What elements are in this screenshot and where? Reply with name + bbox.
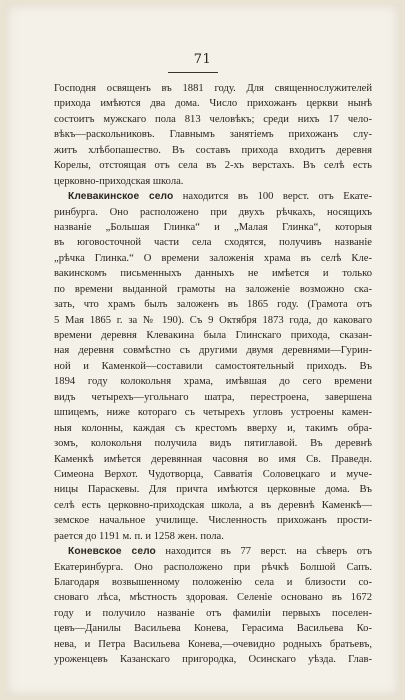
text-line <box>54 405 372 420</box>
line-text: рается до 1191 м. п. и 1258 жен. пола. <box>54 530 224 542</box>
line-text: въ юговосточной части села сходятся, получивъ названіе <box>54 237 372 249</box>
line-text: вѣкъ—раскольниковъ. Главнымъ занятіемъ прихожанъ слу- <box>54 129 372 141</box>
text-line <box>54 590 372 605</box>
line-text: названіе „Большая Глинка“ и „Малая Глинка“, которыя <box>54 221 372 233</box>
line-text: прихода имѣются два дома. Число прихожанъ церкви нынѣ <box>54 98 372 110</box>
text-line <box>54 421 372 436</box>
line-text: состоитъ мужскаго пола 813 человѣкъ; среди нихъ 17 чело- <box>54 113 372 125</box>
line-text: вакинскомъ письменныхъ данныхъ не имѣется и только <box>54 268 372 280</box>
line-text: 1894 году колокольня храма, имѣвшая до сего времени <box>54 376 372 388</box>
text-line <box>54 637 372 652</box>
text-line <box>54 498 372 513</box>
text-line <box>54 313 372 328</box>
line-text: по времени выданной грамоты на заложеніе возможно ска- <box>54 283 372 295</box>
text-line <box>54 158 372 173</box>
text-line <box>54 575 372 590</box>
line-text: ринбурга. Оно расположено при двухъ рѣчкахъ, носящихъ <box>54 206 372 218</box>
line-text: житъ хлѣбопашество. Въ составъ прихода входитъ деревня <box>54 144 372 156</box>
text-line <box>54 652 372 667</box>
text-line <box>54 482 372 497</box>
text-line <box>54 359 372 374</box>
text-line <box>54 282 372 297</box>
text-line <box>54 452 372 467</box>
text-line <box>54 529 372 544</box>
text-line <box>54 297 372 312</box>
line-text: уроженцевъ Казанскаго пригородка, Осинскаго уѣзда. Глав- <box>54 654 372 666</box>
line-text: Каменкѣ имѣется деревянная часовня во имя Св. Праведн. <box>54 453 372 465</box>
text-line <box>54 621 372 636</box>
line-text: зать, что храмъ былъ заложенъ въ 1865 году. (Грамота отъ <box>54 299 372 311</box>
text-line <box>54 513 372 528</box>
line-text: Господня освященъ въ 1881 году. Для священнослужителей <box>54 83 372 94</box>
line-text: Корелы, отстоящая отъ села въ 2-хъ верстахъ. Въ селѣ есть <box>54 160 372 172</box>
text-line <box>54 390 372 405</box>
line-text: Екатеринбурга. Оно расположено при рѣчкѣ Болшой Сапъ. <box>54 561 372 573</box>
line-text: шпицемъ, ниже котораго съ четырехъ угловъ устроены камен- <box>54 407 372 419</box>
text-line <box>54 220 372 235</box>
line-text: селѣ есть церковно-приходская школа, а въ деревнѣ Каменкѣ— <box>54 499 372 511</box>
line-text: ной и Каменкой—составили самостоятельный приходъ. Въ <box>54 360 372 372</box>
line-text: году и получило названіе отъ фамиліи первыхъ поселен- <box>54 607 372 619</box>
section-heading: Клевакинское село <box>68 191 174 203</box>
text-line <box>54 235 372 250</box>
line-text: находится въ 100 верст. отъ Екате- <box>173 191 372 203</box>
line-text: цевъ—Данилы Васильева Конева, Герасима Васильева Ко- <box>54 623 372 635</box>
line-text: находится въ 77 верст. на сѣверъ отъ <box>155 546 372 558</box>
line-text: времени деревня Клевакина была Глинскаго прихода, сказан- <box>54 330 372 341</box>
line-text: Симеона Верхот. Чудотворца, Савватія Соловецкаго и муче- <box>54 468 372 480</box>
document-page <box>6 4 399 696</box>
text-line <box>54 374 372 389</box>
text-line <box>54 467 372 482</box>
line-text: сноваго лѣса, мѣстность здоровая. Селеніе основано въ 1672 <box>54 592 372 604</box>
text-line <box>54 544 372 559</box>
text-line <box>54 96 372 111</box>
line-text: нева, и Петра Васильева Конева,—очевидно родныхъ братьевъ, <box>54 638 372 650</box>
text-line <box>54 266 372 281</box>
text-line <box>54 343 372 358</box>
text-line <box>54 81 372 96</box>
line-text: ницы Параскевы. Для причта имѣются церковные дома. Въ <box>54 484 372 496</box>
line-text: Благодаря возвышенному положенію села и близости со- <box>54 577 372 588</box>
text-line <box>54 127 372 142</box>
text-line <box>54 251 372 266</box>
text-line <box>54 560 372 575</box>
text-line <box>54 143 372 158</box>
text-line <box>54 606 372 621</box>
text-line <box>54 436 372 451</box>
text-line <box>54 205 372 220</box>
line-text: ныя колонны, каждая съ крестомъ вверху и, такимъ обра- <box>54 422 372 434</box>
line-text: земское начальное училище. Численность прихожанъ прости- <box>54 515 372 527</box>
page-number-rule <box>168 72 218 73</box>
line-text: церковно-приходская школа. <box>54 175 184 187</box>
text-line <box>54 174 372 189</box>
line-text: видъ четырехъ—угольнаго шатра, перестроена, завершена <box>54 391 372 403</box>
text-line <box>54 189 372 204</box>
text-line <box>54 112 372 127</box>
text-line <box>54 328 372 343</box>
page-number: 71 <box>193 52 212 67</box>
line-text: 5 Мая 1865 г. за № 190). Съ 9 Октября 1873 года, до каковаго <box>54 314 372 326</box>
section-heading: Коневское село <box>68 546 156 558</box>
line-text: „рѣчка Глинка.“ О времени заложенія храма въ селѣ Кле- <box>54 252 372 264</box>
body-text <box>54 81 372 668</box>
line-text: зомъ, колокольня получила видъ пятиглавой. Въ деревнѣ <box>54 438 372 450</box>
line-text: ная деревня совмѣстно съ другими двумя деревнями—Гурин- <box>54 345 372 357</box>
